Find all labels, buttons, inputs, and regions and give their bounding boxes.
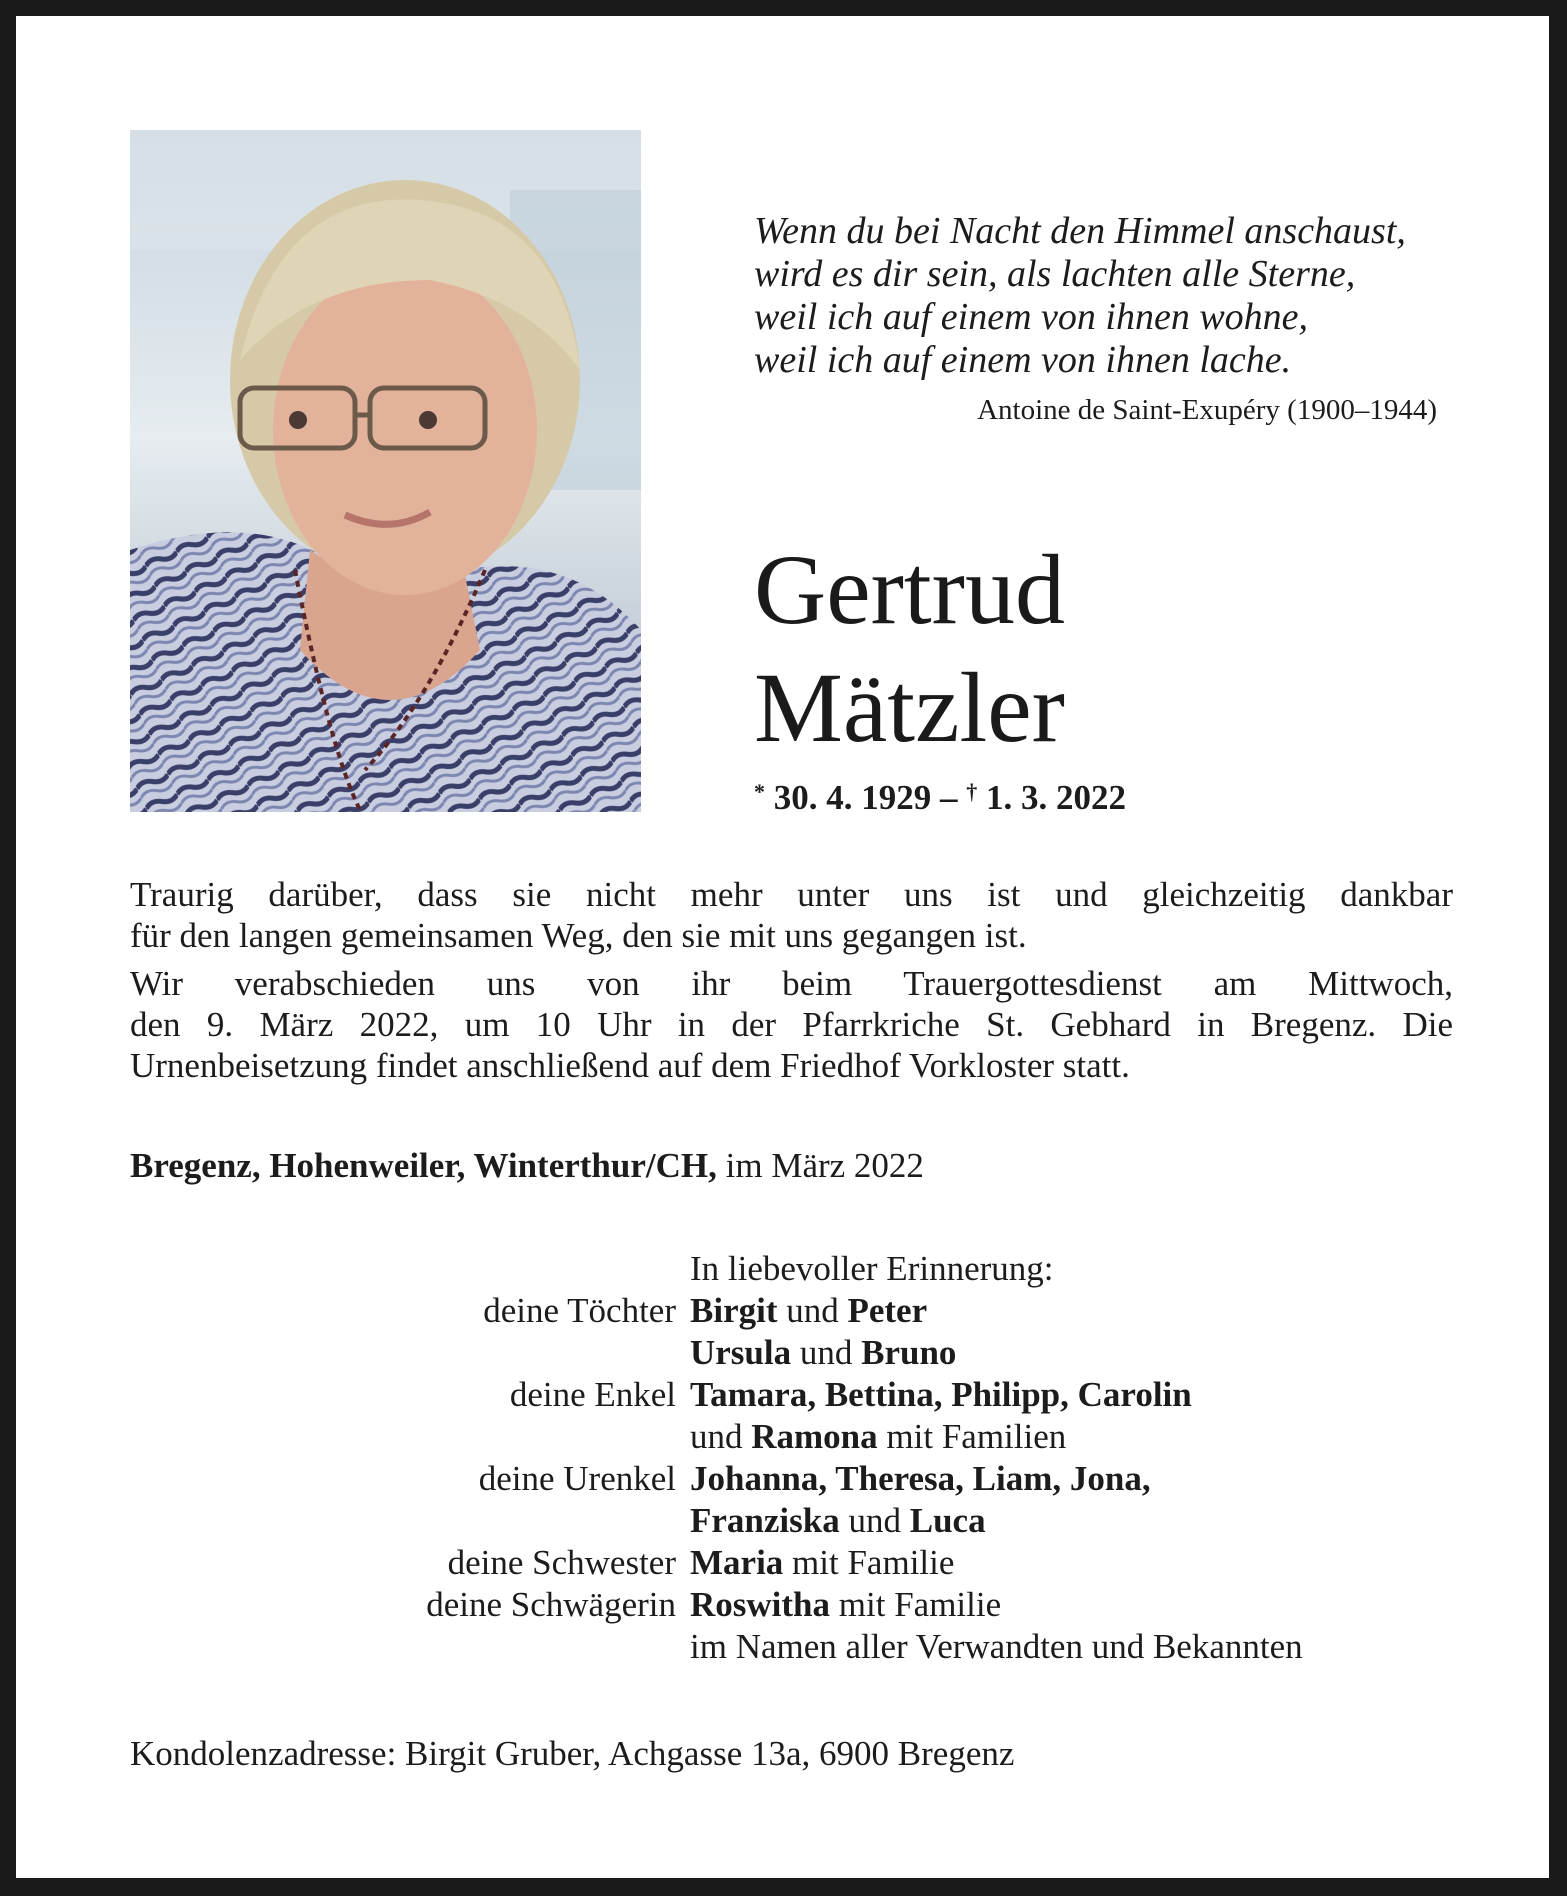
relative-name: Bruno [861,1333,957,1372]
family-row [130,1626,1480,1668]
relation-label: deine Enkel [509,1375,676,1414]
relative-name: Luca [909,1501,986,1540]
relative-name: Ramona [751,1417,878,1456]
family-row [130,1584,1480,1626]
relative-name: Roswitha [690,1585,831,1624]
relative-name: Birgit [690,1291,778,1330]
relative-name: Franziska [690,1501,840,1540]
relative-names [690,1584,1001,1626]
relation-label [130,1500,690,1542]
relative-name: Johanna, Theresa, Liam, Jona, [690,1459,1151,1498]
relative-names [690,1416,1066,1458]
family-list [130,1248,1480,1668]
last-name: Mätzler [754,652,1065,763]
announcement-text [130,874,1453,1093]
connector-text: und [777,1291,848,1330]
relation-label [130,1332,690,1374]
portrait-illustration [130,130,641,812]
life-dates [754,778,1126,818]
condolence-address: Kondolenzadresse: Birgit Gruber, Achgasse 13a, 6900 Bregenz [130,1734,1015,1773]
date-separator: – [940,778,958,817]
relation-label: deine Töchter [483,1291,676,1330]
relative-name: Ursula [690,1333,792,1372]
paragraph-service [130,963,1453,1086]
family-row [130,1374,1480,1416]
first-name: Gertrud [754,534,1065,645]
quote-block [754,210,1474,382]
relative-names [690,1290,927,1332]
quote-line: Wenn du bei Nacht den Himmel anschaust, [754,210,1406,252]
text-line: Traurig darüber, dass sie nicht mehr unter uns ist und gleichzeitig dankbar [130,875,1453,914]
connector-text: im Namen aller Verwandten und Bekannten [690,1627,1303,1666]
quote-author: Antoine de Saint-Exupéry (1900–1944) [977,394,1437,426]
relation-label: deine Schwester [447,1543,676,1582]
place-and-date [130,1146,924,1186]
family-row [130,1332,1480,1374]
quote-line: weil ich auf einem von ihnen lache. [754,339,1292,381]
relative-names [690,1626,1303,1668]
portrait-photo [130,130,641,812]
connector-text: mit Familie [783,1543,955,1582]
family-intro: In liebevoller Erinnerung: [690,1249,1054,1288]
quote-line: weil ich auf einem von ihnen wohne, [754,296,1309,338]
relative-names [690,1374,1192,1416]
family-row [130,1416,1480,1458]
relation-label [130,1626,690,1668]
connector-text: mit Familie [830,1585,1002,1624]
connector-text: und [839,1501,910,1540]
text-line: Wir verabschieden uns von ihr beim Trauergottesdienst am Mittwoch, [130,964,1453,1003]
death-date: 1. 3. 2022 [986,778,1126,817]
relative-name: Peter [847,1291,928,1330]
relative-names [690,1458,1151,1500]
text-line: den 9. März 2022, um 10 Uhr in der Pfarrkriche St. Gebhard in Bregenz. Die [130,1005,1453,1044]
place-date: im März 2022 [725,1146,924,1185]
connector-text: und [791,1333,862,1372]
connector-text: und [690,1417,752,1456]
birth-date: 30. 4. 1929 [773,778,932,817]
family-row [130,1500,1480,1542]
relation-label [130,1416,690,1458]
paragraph-gratitude [130,874,1453,956]
family-row [130,1458,1480,1500]
text-line: für den langen gemeinsamen Weg, den sie mit uns gegangen ist. [130,916,1027,955]
quote-line: wird es dir sein, als lachten alle Sterne, [754,253,1356,295]
locations: Bregenz, Hohenweiler, Winterthur/CH, [130,1146,717,1185]
relative-names [690,1542,954,1584]
relative-names [690,1332,956,1374]
family-row [130,1290,1480,1332]
relative-name: Tamara, Bettina, Philipp, Carolin [690,1375,1192,1414]
birth-symbol: * [754,779,765,804]
family-row [130,1542,1480,1584]
deceased-name [754,531,1065,767]
relative-names [690,1500,986,1542]
family-intro-row [130,1248,1480,1290]
relation-label: deine Schwägerin [426,1585,676,1624]
relative-name: Maria [690,1543,784,1582]
obituary-page [16,16,1549,1878]
text-line: Urnenbeisetzung findet anschließend auf dem Friedhof Vorkloster statt. [130,1046,1130,1085]
death-symbol: † [966,779,978,804]
connector-text: mit Familien [877,1417,1067,1456]
relation-label: deine Urenkel [478,1459,676,1498]
